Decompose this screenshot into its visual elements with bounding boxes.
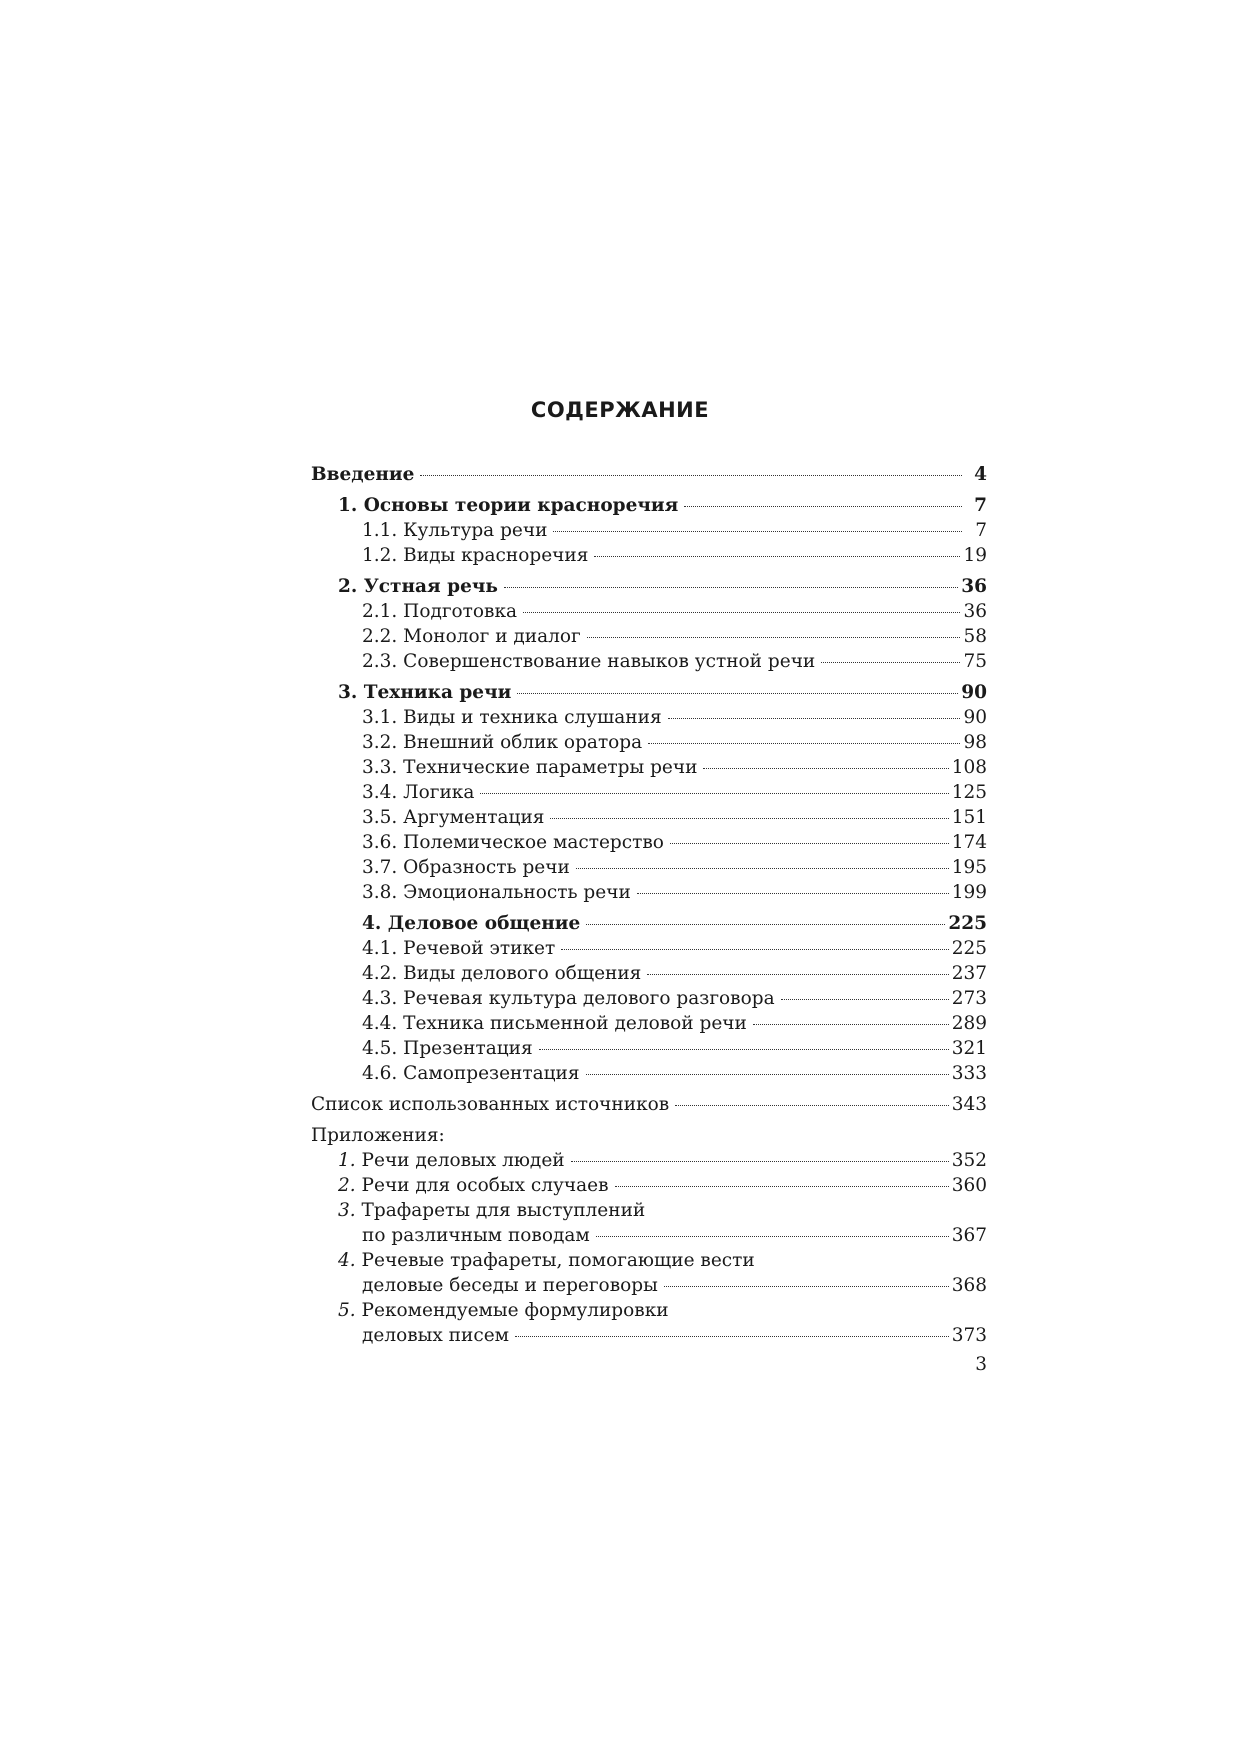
- toc-entry-text: 4.2. Виды делового общения: [362, 963, 642, 984]
- toc-entry-title: [362, 518, 547, 543]
- toc-entry-text: 4.5. Презентация: [362, 1038, 533, 1059]
- dot-leader: [664, 1286, 949, 1287]
- toc-entry: [311, 730, 987, 755]
- dot-leader: [517, 693, 958, 694]
- dot-leader: [670, 843, 949, 844]
- toc-entry-page: 352: [951, 1150, 987, 1171]
- toc-entry-page: 90: [961, 682, 987, 703]
- toc-entry-title: [338, 1248, 755, 1273]
- toc-entry: [311, 624, 987, 649]
- toc-entry: [311, 1298, 987, 1323]
- toc-entry-text: 3.3. Технические параметры речи: [362, 757, 698, 778]
- dot-leader: [703, 768, 948, 769]
- dot-leader: [576, 868, 949, 869]
- toc-entry-title: [338, 1148, 565, 1173]
- toc-entry-text: 2.1. Подготовка: [362, 601, 518, 622]
- toc-entry: [311, 1061, 987, 1086]
- toc-entry-text: Введение: [311, 464, 415, 485]
- toc-entry-title: [338, 574, 498, 599]
- toc-entry-text: 3.6. Полемическое мастерство: [362, 832, 664, 853]
- toc-entry-page: 36: [963, 601, 987, 622]
- toc-entry-text: 1. Основы теории красноречия: [338, 495, 679, 516]
- toc-entry-text: 4. Деловое общение: [362, 913, 581, 934]
- toc-entry-text: Речи для особых случаев: [361, 1175, 609, 1196]
- toc-entry-title: [362, 830, 664, 855]
- toc-entry-title: [311, 1092, 669, 1117]
- toc-entry: [311, 518, 987, 543]
- toc-entry-title: [338, 1173, 609, 1198]
- toc-entry-page: 7: [974, 495, 987, 516]
- toc-entry-page: 373: [951, 1325, 987, 1346]
- toc-entry-text: 4.3. Речевая культура делового разговора: [362, 988, 775, 1009]
- table-of-contents: [311, 462, 987, 1348]
- toc-entry-number: 2.: [338, 1175, 356, 1196]
- toc-entry-page: 90: [963, 707, 987, 728]
- toc-entry-title: [362, 543, 588, 568]
- dot-leader: [753, 1024, 949, 1025]
- toc-entry-text: 2. Устная речь: [338, 576, 498, 597]
- toc-entry-title: [362, 624, 581, 649]
- toc-entry: [311, 1173, 987, 1198]
- toc-entry-title: [362, 986, 775, 1011]
- toc-entry: [311, 805, 987, 830]
- toc-entry: [311, 830, 987, 855]
- toc-entry-page: 36: [961, 576, 987, 597]
- toc-entry-title: [362, 1323, 509, 1348]
- toc-entry-text: 3.2. Внешний облик оратора: [362, 732, 643, 753]
- toc-entry-title: [362, 599, 517, 624]
- toc-entry-page: 19: [963, 545, 987, 566]
- toc-entry-page: 174: [951, 832, 987, 853]
- dot-leader: [571, 1161, 949, 1162]
- toc-entry-text: 2.2. Монолог и диалог: [362, 626, 581, 647]
- toc-entry-page: 368: [951, 1275, 987, 1296]
- toc-entry-page: 7: [975, 520, 987, 541]
- toc-entry-title: [362, 936, 555, 961]
- toc-entry-text: Речевые трафареты, помогающие вести: [361, 1250, 755, 1271]
- toc-entry-text: 1.1. Культура речи: [362, 520, 548, 541]
- toc-entry-title: [362, 755, 697, 780]
- toc-entry-text: Трафареты для выступлений: [361, 1200, 646, 1221]
- toc-entry-page: 98: [963, 732, 987, 753]
- toc-entry: [311, 649, 987, 674]
- page-title: СОДЕРЖАНИЕ: [530, 398, 710, 422]
- dot-leader: [637, 893, 949, 894]
- toc-entry: [311, 880, 987, 905]
- toc-entry-text: Рекомендуемые формулировки: [361, 1300, 669, 1321]
- toc-entry-text: деловых писем: [362, 1325, 510, 1346]
- dot-leader: [615, 1186, 949, 1187]
- toc-entry-title: [362, 1036, 533, 1061]
- toc-entry-text: 3.8. Эмоциональность речи: [362, 882, 631, 903]
- toc-entry: [311, 755, 987, 780]
- toc-entry: [311, 1123, 987, 1148]
- dot-leader: [821, 662, 960, 663]
- toc-entry: [311, 1011, 987, 1036]
- toc-entry-page: 273: [951, 988, 987, 1009]
- toc-entry-title: [362, 911, 580, 936]
- toc-entry-text: 3. Техника речи: [338, 682, 512, 703]
- toc-entry-page: 151: [951, 807, 987, 828]
- toc-entry-text: Речи деловых людей: [361, 1150, 565, 1171]
- toc-entry-title: [362, 1223, 590, 1248]
- toc-entry-page: 195: [951, 857, 987, 878]
- toc-entry-title: [362, 1273, 658, 1298]
- toc-entry-page: 237: [951, 963, 987, 984]
- toc-entry: [311, 1198, 987, 1223]
- dot-leader: [420, 475, 962, 476]
- toc-entry: [311, 1036, 987, 1061]
- toc-entry-page: 108: [951, 757, 987, 778]
- toc-entry-text: 3.1. Виды и техника слушания: [362, 707, 662, 728]
- toc-entry-text: по различным поводам: [362, 1225, 590, 1246]
- toc-entry-title: [362, 1011, 747, 1036]
- toc-entry-title: [362, 649, 815, 674]
- toc-entry-title: [338, 1198, 645, 1223]
- toc-entry: [311, 1092, 987, 1117]
- toc-entry-title: [362, 855, 570, 880]
- toc-entry-text: 3.4. Логика: [362, 782, 475, 803]
- toc-entry: [311, 462, 987, 487]
- toc-entry-page: 125: [951, 782, 987, 803]
- page-number: 3: [975, 1354, 987, 1375]
- toc-entry: [311, 961, 987, 986]
- toc-entry: [311, 936, 987, 961]
- toc-entry-title: [338, 1298, 669, 1323]
- toc-entry-number: 4.: [338, 1250, 356, 1271]
- toc-entry-number: 3.: [338, 1200, 356, 1221]
- toc-entry-page: 4: [974, 464, 987, 485]
- dot-leader: [587, 637, 961, 638]
- toc-entry: [311, 1223, 987, 1248]
- toc-entry: [311, 855, 987, 880]
- toc-entry-title: [338, 493, 678, 518]
- dot-leader: [781, 999, 949, 1000]
- toc-entry: [311, 705, 987, 730]
- toc-entry: [311, 1148, 987, 1173]
- dot-leader: [561, 949, 948, 950]
- toc-entry-title: [362, 1061, 580, 1086]
- toc-entry-number: 1.: [338, 1150, 356, 1171]
- toc-entry-page: 343: [951, 1094, 987, 1115]
- dot-leader: [675, 1105, 949, 1106]
- dot-leader: [515, 1336, 949, 1337]
- toc-entry-number: 5.: [338, 1300, 356, 1321]
- toc-entry-text: 4.1. Речевой этикет: [362, 938, 556, 959]
- dot-leader: [586, 924, 945, 925]
- dot-leader: [596, 1236, 949, 1237]
- toc-entry-page: 225: [951, 938, 987, 959]
- toc-entry: [311, 986, 987, 1011]
- toc-entry-title: [362, 730, 642, 755]
- toc-entry-title: [362, 805, 544, 830]
- dot-leader: [480, 793, 948, 794]
- dot-leader: [539, 1049, 949, 1050]
- toc-entry-title: [362, 961, 641, 986]
- toc-entry: [311, 574, 987, 599]
- toc-entry: [311, 1323, 987, 1348]
- toc-entry-text: деловые беседы и переговоры: [362, 1275, 658, 1296]
- toc-entry: [311, 599, 987, 624]
- toc-entry-text: 4.4. Техника письменной деловой речи: [362, 1013, 747, 1034]
- toc-entry-text: Приложения:: [311, 1125, 445, 1146]
- toc-entry: [311, 680, 987, 705]
- toc-entry-text: 3.5. Аргументация: [362, 807, 545, 828]
- dot-leader: [504, 587, 958, 588]
- toc-entry: [311, 911, 987, 936]
- toc-entry: [311, 543, 987, 568]
- toc-entry-text: 1.2. Виды красноречия: [362, 545, 589, 566]
- toc-entry: [311, 780, 987, 805]
- toc-entry-title: [362, 705, 662, 730]
- dot-leader: [647, 974, 948, 975]
- dot-leader: [668, 718, 961, 719]
- toc-entry-title: [311, 1123, 445, 1148]
- toc-entry-page: 225: [948, 913, 987, 934]
- toc-entry-title: [362, 780, 474, 805]
- toc-entry-title: [311, 462, 414, 487]
- toc-entry-text: 4.6. Самопрезентация: [362, 1063, 580, 1084]
- toc-entry-page: 75: [963, 651, 987, 672]
- dot-leader: [594, 556, 960, 557]
- toc-entry: [311, 493, 987, 518]
- dot-leader: [684, 506, 962, 507]
- toc-entry: [311, 1273, 987, 1298]
- toc-entry-page: 367: [951, 1225, 987, 1246]
- toc-entry-page: 321: [951, 1038, 987, 1059]
- dot-leader: [648, 743, 960, 744]
- toc-entry-title: [362, 880, 631, 905]
- toc-entry-page: 289: [951, 1013, 987, 1034]
- toc-entry: [311, 1248, 987, 1273]
- toc-entry-text: 3.7. Образность речи: [362, 857, 570, 878]
- toc-entry-title: [338, 680, 511, 705]
- toc-entry-text: 2.3. Совершенствование навыков устной речи: [362, 651, 816, 672]
- toc-entry-page: 58: [963, 626, 987, 647]
- dot-leader: [523, 612, 960, 613]
- toc-entry-text: Список использованных источников: [311, 1094, 670, 1115]
- toc-entry-page: 333: [951, 1063, 987, 1084]
- dot-leader: [550, 818, 948, 819]
- dot-leader: [553, 531, 962, 532]
- toc-entry-page: 360: [951, 1175, 987, 1196]
- dot-leader: [586, 1074, 949, 1075]
- toc-entry-page: 199: [951, 882, 987, 903]
